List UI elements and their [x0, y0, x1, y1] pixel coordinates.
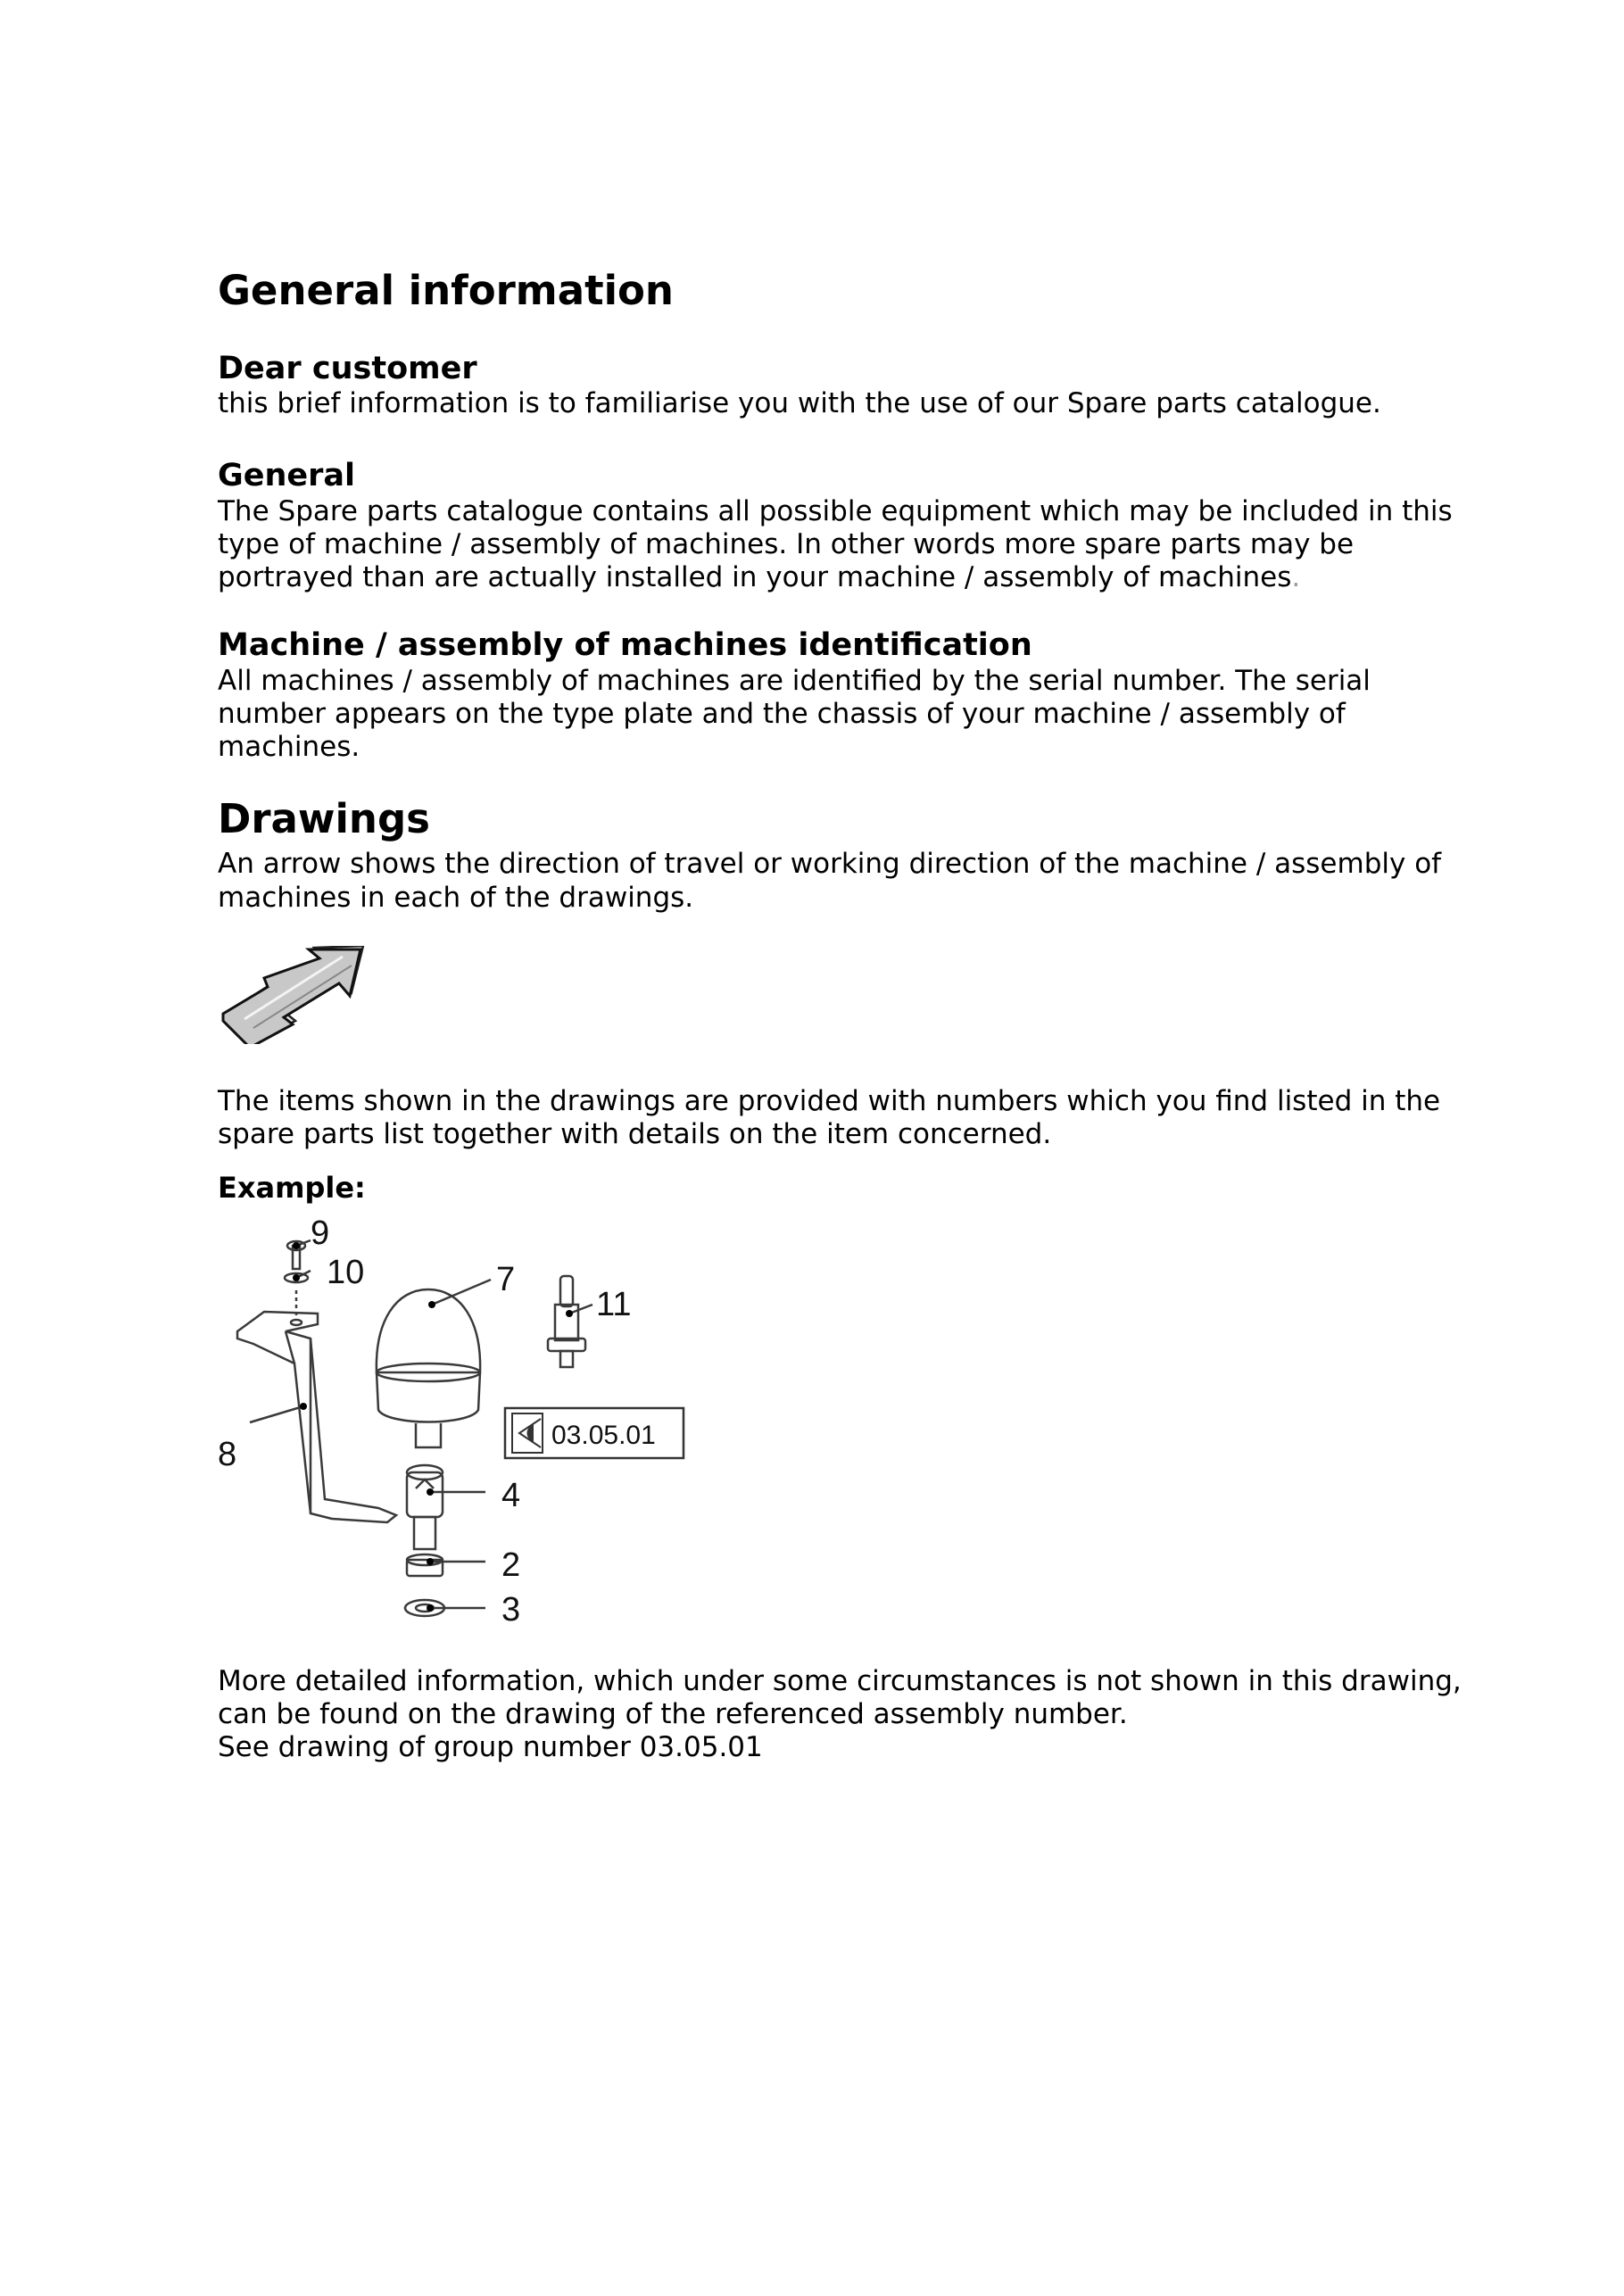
direction-arrow-icon: [218, 946, 369, 1044]
callout-10: 10: [327, 1254, 365, 1291]
callout-7: 7: [496, 1261, 516, 1298]
identification-heading: Machine / assembly of machines identification: [218, 627, 1032, 663]
callout-2: 2: [501, 1546, 521, 1584]
items-text-line-1: The items shown in the drawings are provided with numbers which you find listed in the: [218, 1085, 1441, 1117]
dear-customer-text: this brief information is to familiarise you with the use of our Spare parts catalogue.: [218, 387, 1381, 419]
general-text-line-3: [218, 561, 1300, 594]
bracket-part: [237, 1312, 396, 1522]
callout-4: 4: [501, 1477, 521, 1514]
items-text-line-2: spare parts list together with details on the item concerned.: [218, 1118, 1052, 1150]
general-text-line-2: type of machine / assembly of machines. In other words more spare parts may be: [218, 528, 1355, 560]
identification-text-line-1: All machines / assembly of machines are identified by the serial number. The serial: [218, 665, 1371, 697]
nut-part: [407, 1554, 443, 1576]
general-text-line-3-body: portrayed than are actually installed in your machine / assembly of machines: [218, 561, 1292, 593]
socket-part: [407, 1465, 443, 1549]
identification-text-line-2: number appears on the type plate and the chassis of your machine / assembly of: [218, 698, 1346, 730]
callout-3: 3: [501, 1591, 521, 1629]
reference-box: [505, 1408, 684, 1458]
example-parts-drawing: [218, 1205, 700, 1633]
callout-11: 11: [596, 1286, 632, 1323]
more-info-line-2: can be found on the drawing of the referenced assembly number.: [218, 1698, 1128, 1730]
beacon-dome-part: [377, 1289, 480, 1372]
dear-customer-heading: Dear customer: [218, 351, 477, 386]
view-reference-icon: [512, 1413, 543, 1453]
drawings-heading: Drawings: [218, 795, 430, 842]
more-info-line-1: More detailed information, which under some circumstances is not shown in this drawing,: [218, 1665, 1462, 1697]
page-title: General information: [218, 267, 674, 314]
more-info-line-3: See drawing of group number 03.05.01: [218, 1731, 763, 1763]
bulb-part: [548, 1276, 585, 1367]
general-heading: General: [218, 458, 355, 493]
identification-text-line-3: machines.: [218, 731, 360, 763]
reference-number: 03.05.01: [551, 1421, 656, 1450]
general-text-line-1: The Spare parts catalogue contains all possible equipment which may be included in this: [218, 495, 1453, 527]
general-text-line-3-period: .: [1291, 561, 1301, 593]
example-label: Example:: [218, 1171, 366, 1205]
callout-9: 9: [311, 1214, 330, 1252]
drawings-text-line-1: An arrow shows the direction of travel or working direction of the machine / assembly of: [218, 848, 1442, 880]
callout-8: 8: [218, 1436, 237, 1473]
drawings-text-line-2: machines in each of the drawings.: [218, 882, 694, 914]
